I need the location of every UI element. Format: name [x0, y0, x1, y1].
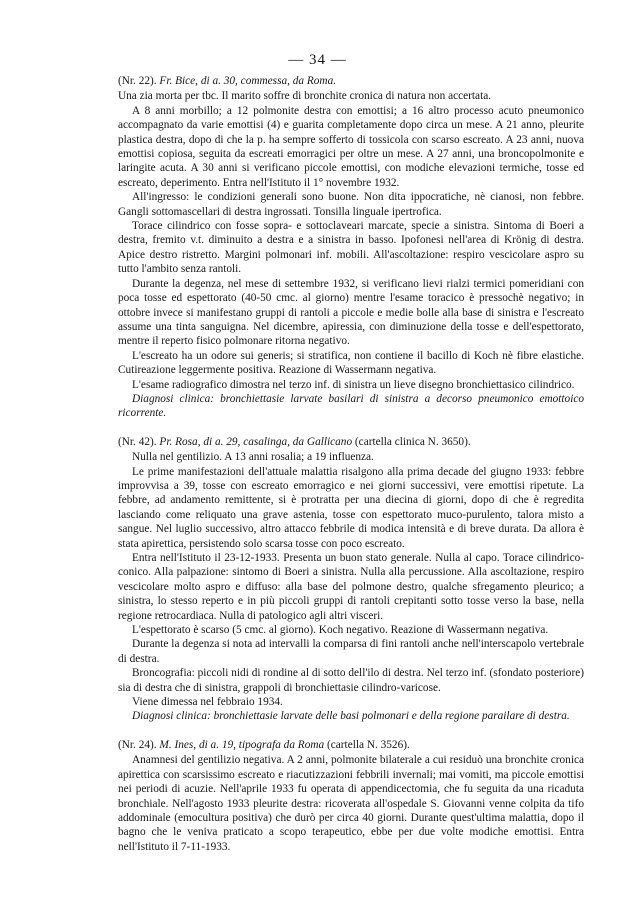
paragraph: A 8 anni morbillo; a 12 polmonite destra con emottisi; a 16 altro processo acuto pneumonico accompagnato da varie emottisi (4) e guarita completamente dopo circa un mese. A 21 anno, pleurite plastica destra, dopo di che la p. ha sempre sofferto di tossicola con scarso escreato. A 23 anni, nuova emottisi copiosa, seguita da escreati emorragici per oltre un mese. A 27 anni, una broncopolmonite e laringite acuta. A 30 anni si verificano piccole emottisi, con modiche elevazioni termiche, tosse ed escreato, deperimento. Entra nell'Istituto il 1° novembre 1932. [118, 104, 584, 189]
diagnosis-label: Diagnosi clinica: [132, 392, 215, 405]
page-number: — 34 — [288, 52, 347, 68]
paragraph: All'ingresso: le condizioni generali sono buone. Non dita ippocratiche, nè cianosi, non febbre. Gangli sottomascellari di destra ingrossati. Tonsilla linguale ipertrofica. [118, 191, 584, 218]
diagnosis-label: Diagnosi clinica: [132, 710, 211, 723]
case-record [118, 74, 584, 421]
clinical-diagnosis [118, 392, 584, 421]
paragraph: Viene dimessa nel febbraio 1934. [132, 696, 283, 709]
paragraph: Anamnesi del gentilizio negativa. A 2 anni, polmonite bilaterale a cui residuò una bronchite cronica apirettica con scarsissimo escreato e riacutizzazioni febbrili invernali; mai vomiti, ma piccole emottisi nei periodi di acuzie. Nell'aprile 1933 fu operata di appendicectomia, che fu seguita da una ricaduta bronchiale. Nell'agosto 1933 pleurite destra: ricoverata all'ospedale S. Giovanni venne colpita da tifo addominale (emocultura positiva) che durò per circa 40 giorni. Durante quest'ultima malattia, dopo il bagno che le veniva praticato a scopo terapeutico, ebbe per due volte modiche emottisi. Entra nell'Istituto il 7-11-1933. [118, 754, 584, 853]
diagnosis-text: bronchiettasie larvate delle basi polmonari e della regione parailare di destra. [213, 710, 570, 723]
clinical-diagnosis [118, 709, 584, 723]
paragraph: Broncografia: piccoli nidi di rondine al di sotto dell'ilo di destra. Nel terzo inf. (sfondato posteriore) sia di destra che di sinistra, grappoli di bronchiettasie cilindro-varicose. [118, 667, 584, 694]
case-heading [118, 738, 584, 752]
paragraph: L'escreato ha un odore sui generis; si stratifica, non contiene il bacillo di Koch nè fibre elastiche. Cutireazione leggermente positiva. Reazione di Wassermann negativa. [118, 349, 584, 377]
case-record [118, 435, 584, 724]
case-record [118, 738, 584, 854]
case-file-ref: (cartella N. 3526). [327, 738, 410, 751]
paragraph: L'esame radiografico dimostra nel terzo inf. di sinistra un lieve disegno bronchiettasico cilindrico. [132, 378, 575, 391]
patient-name: Fr. Bice, di a. 30, commessa, da Roma. [159, 75, 337, 87]
case-number: (Nr. 22). [118, 75, 157, 87]
case-heading [118, 435, 584, 449]
paragraph: Nulla nel gentilizio. A 13 anni rosalia; a 19 influenza. [132, 451, 374, 464]
paragraph: L'espettorato è scarso (5 cmc. al giorno). Koch negativo. Reazione di Wassermann negativa. [132, 624, 549, 637]
patient-name: M. Ines, di a. 19, tipografa da Roma [159, 738, 325, 751]
text-column [118, 74, 584, 868]
patient-name: Pr. Rosa, di a. 29, casalinga, da Gallicano [159, 435, 353, 448]
case-file-ref: (cartella clinica N. 3650). [354, 435, 471, 448]
paragraph: Le prime manifestazioni dell'attuale malattia risalgono alla prima decade del giugno 1933: febbre improvvisa a 39, tosse con escreato emorragico e nei giorni successivi, vere emottisi ripetute. La febbre, ad andamento remittente, si è protratta per una diecina di giorni, dopo di che è regredita lasciando come reliquato una grave astenia, tosse con espettorato muco-purulento, talora misto a sangue. Nel luglio successivo, altro attacco febbrile di modica intensità e di breve durata. Da allora è stata apirettica, persistendo solo scarsa tosse con poco escreato. [118, 465, 584, 550]
case-number: (Nr. 24). [118, 738, 157, 751]
paragraph: Entra nell'Istituto il 23-12-1933. Presenta un buon stato generale. Nulla al capo. Torace cilindrico-conico. Alla palpazione: sintomo di Boeri a sinistra. Nulla alla percussione. Alla ascoltazione, respiro vescicolare molto aspro e diffuso: alla base del polmone destro, qualche sfregamento pleurico; a sinistra, lo stesso reperto e in più piccoli gruppi di rantoli crepitanti sotto tosse verso la base, nella regione retrocardiaca. Nulla di patologico agli altri visceri. [118, 552, 584, 622]
paragraph: Torace cilindrico con fosse sopra- e sottoclaveari marcate, specie a sinistra. Sintoma di Boeri a destra, fremito v.t. diminuito a destra e a sinistra in basso. Ipofonesi nell'area di Krönig di destra. Apice destro ristretto. Margini polmonari inf. mobili. All'ascoltazione: respiro vescicolare aspro su tutto l'ambito senza rantoli. [118, 220, 584, 276]
paragraph: Durante la degenza, nel mese di settembre 1932, si verificano lievi rialzi termici pomeridiani con poca tosse ed espettorato (40-50 cmc. al giorno) mentre l'esame toracico è pressochè negativo; in ottobre invece si manifestano gruppi di rantoli a piccole e medie bolle alla base di sinistra e l'escreato assume una tinta sanguigna. Nel dicembre, apiressia, con diminuzione della tosse e dell'espettorato, mentre il reperto fisico polmonare ritorna negativo. [118, 277, 584, 348]
diagnosis-text: bronchiettasie larvate basilari di sinistra a decorso pneumonico emottoico ricorrente. [118, 392, 584, 420]
case-heading [118, 74, 584, 88]
case-number: (Nr. 42). [118, 435, 157, 448]
paragraph: Durante la degenza si nota ad intervalli la comparsa di fini rantoli anche nell'interscapolo vertebrale di destra. [118, 638, 584, 665]
paragraph: Una zia morta per tbc. Il marito soffre di bronchite cronica di natura non accertata. [118, 90, 492, 103]
